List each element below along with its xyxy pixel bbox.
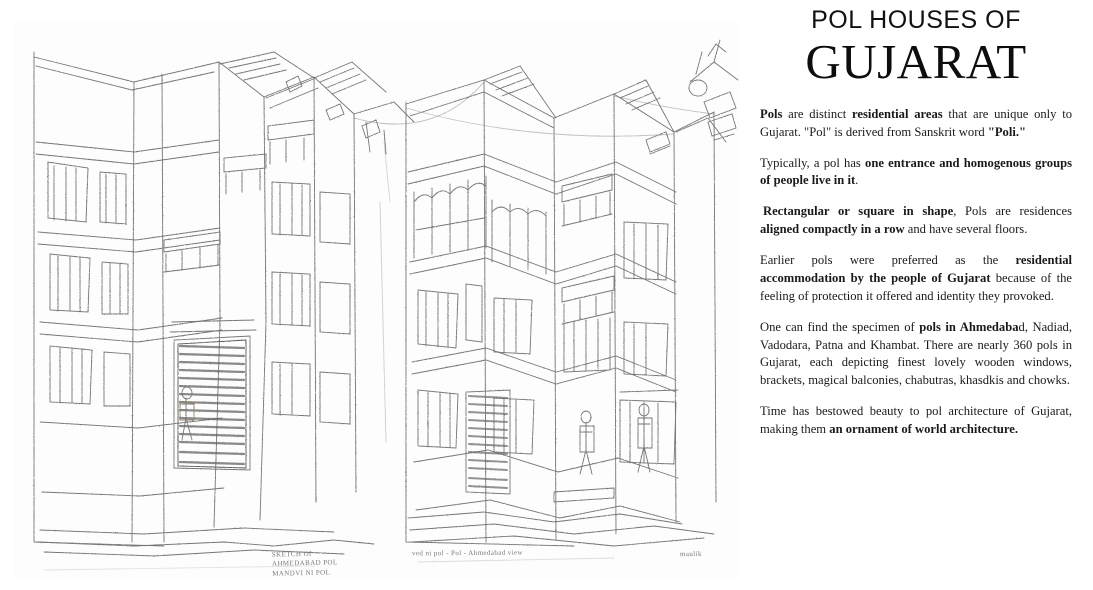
paragraph-2: Typically, a pol has one entrance and homogenous groups of people live in it. [760, 155, 1072, 188]
pol-houses-sketch-illustration [14, 22, 740, 578]
sketch-caption-middle: ved ni pol - Pol - Ahmedabad view [411, 548, 524, 558]
title-line-2: GUJARAT [805, 33, 1027, 89]
page-title [760, 0, 1072, 89]
paragraph-6: Time has bestowed beauty to pol architecture of Gujarat, making them an ornament of world architecture. [760, 404, 1072, 436]
paragraph-5: One can find the specimen of pols in Ahmedabad, Nadiad, Vadodara, Patna and Khambat. There are nearly 360 pols in Gujarat, each depicting finest lovely wooden windows, brackets, magical balconies, chabutras, khasdkis and chowks. [760, 319, 1072, 388]
sketch-caption-right: maulik [679, 549, 702, 559]
article-text-panel [760, 0, 1072, 590]
sketch-caption-left: SKETCH Of AHMEDABAD POL MANDVI NI POL [271, 549, 338, 578]
title-line-1: POL HOUSES OF [811, 6, 1021, 34]
paragraph-4: Earlier pols were preferred as the residential accommodation by the people of Gujarat because of the feeling of protection it offered and identity they provoked. [760, 253, 1072, 303]
paragraph-3: Rectangular or square in shape, Pols are residences aligned compactly in a row and have several floors. [760, 204, 1072, 237]
paragraph-1: Pols are distinct residential areas that are unique only to Gujarat. "Pol" is derived from Sanskrit word "Poli." [760, 106, 1072, 139]
sketch-svg [14, 22, 740, 578]
article-body [760, 106, 1072, 439]
